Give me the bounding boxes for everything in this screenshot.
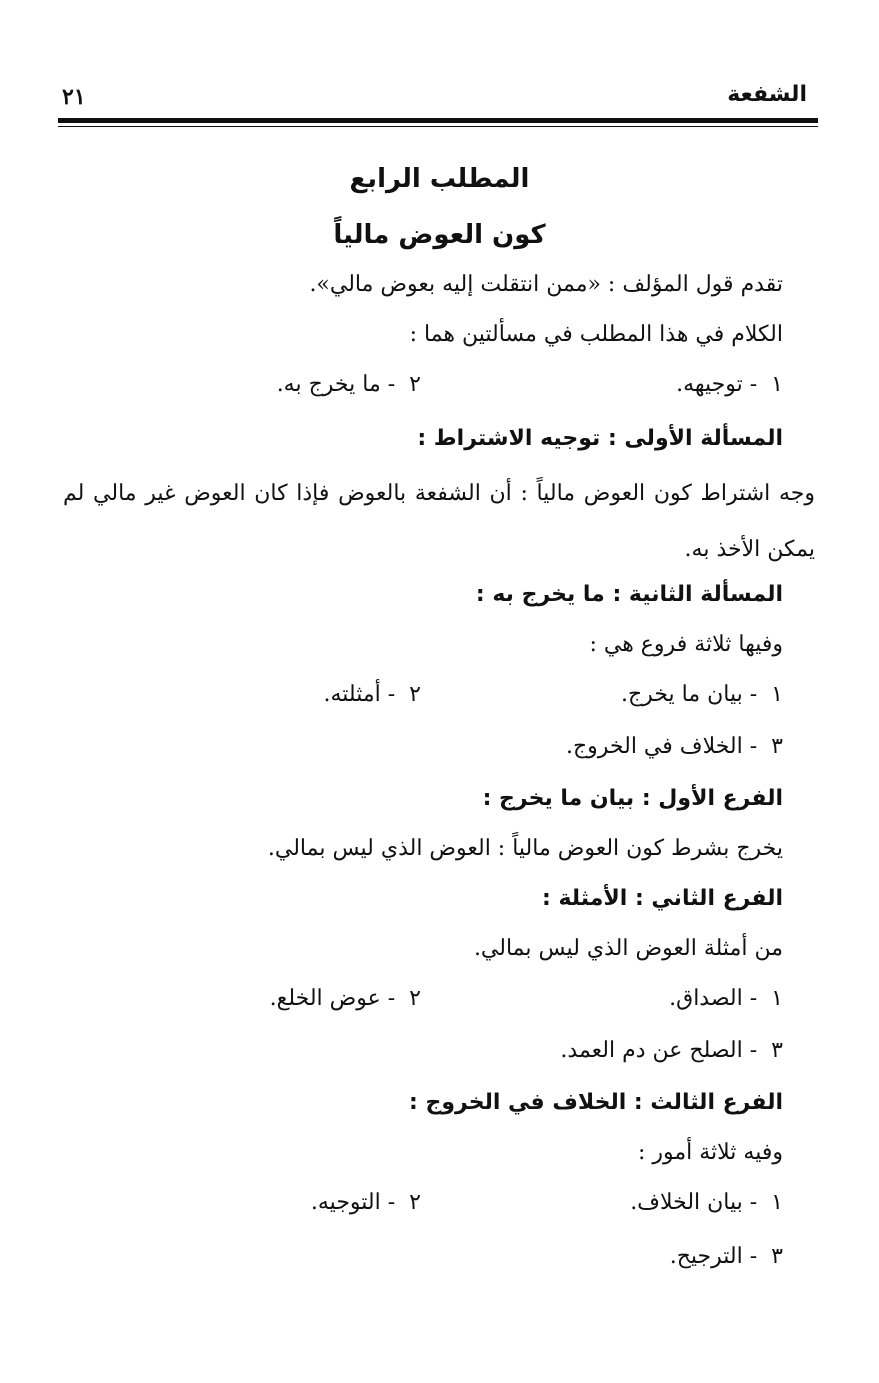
branch1-body: يخرج بشرط كون العوض مالياً : العوض الذي ليس بمالي. (267, 836, 783, 861)
item-text: - الصلح عن دم العمد. (560, 1038, 758, 1063)
item-text: - الترجيح. (669, 1244, 758, 1269)
header-rule-thin (58, 126, 818, 127)
item-number: ١ (771, 986, 783, 1011)
list-item (676, 372, 783, 397)
intro-issues: الكلام في هذا المطلب في مسألتين هما : (409, 322, 783, 347)
item-number: ٣ (771, 1038, 783, 1063)
issue2-heading: المسألة الثانية : ما يخرج به : (475, 582, 783, 607)
item-number: ٢ (409, 1190, 421, 1215)
item-text: - الصداق. (669, 986, 758, 1011)
item-number: ٣ (771, 734, 783, 759)
branch3-heading: الفرع الثالث : الخلاف في الخروج : (409, 1090, 783, 1115)
issue2-intro: وفيها ثلاثة فروع هي : (589, 632, 783, 657)
list-item (630, 1190, 783, 1215)
branch3-intro: وفيه ثلاثة أمور : (637, 1140, 783, 1165)
item-text: - التوجيه. (310, 1190, 396, 1215)
branch1-heading: الفرع الأول : بيان ما يخرج : (482, 786, 783, 811)
item-text: - أمثلته. (323, 682, 396, 707)
item-text: - بيان ما يخرج. (620, 682, 758, 707)
item-text: - الخلاف في الخروج. (565, 734, 758, 759)
item-number: ٣ (771, 1244, 783, 1269)
list-item (621, 682, 783, 707)
running-header-title: الشفعة (727, 82, 807, 107)
issue1-body: وجه اشتراط كون العوض مالياً : أن الشفعة بالعوض فإذا كان العوض غير مالي لم يمكن الأخذ به. (63, 481, 815, 562)
list-item (560, 1038, 783, 1063)
item-number: ٢ (409, 372, 421, 397)
list-item (277, 372, 421, 397)
list-item (669, 986, 783, 1011)
issue1-heading: المسألة الأولى : توجيه الاشتراط : (417, 426, 783, 451)
list-item (670, 1244, 783, 1269)
section-subtitle: كون العوض مالياً (333, 220, 546, 250)
list-item (566, 734, 783, 759)
item-number: ٢ (409, 682, 421, 707)
item-text: - عوض الخلع. (269, 986, 396, 1011)
intro-quote: تقدم قول المؤلف : «ممن انتقلت إليه بعوض مالي». (309, 272, 783, 297)
item-text: - توجيهه. (676, 372, 758, 397)
list-item (270, 986, 421, 1011)
item-text: - بيان الخلاف. (630, 1190, 758, 1215)
branch2-heading: الفرع الثاني : الأمثلة : (542, 886, 783, 911)
section-title: المطلب الرابع (349, 164, 530, 194)
item-number: ٢ (409, 986, 421, 1011)
item-text: - ما يخرج به. (276, 372, 396, 397)
page-number: ٢١ (62, 84, 86, 110)
item-number: ١ (771, 682, 783, 707)
branch2-intro: من أمثلة العوض الذي ليس بمالي. (473, 936, 783, 961)
item-number: ١ (771, 372, 783, 397)
list-item (311, 1190, 421, 1215)
item-number: ١ (771, 1190, 783, 1215)
list-item (324, 682, 422, 707)
header-rule-thick (58, 118, 818, 123)
